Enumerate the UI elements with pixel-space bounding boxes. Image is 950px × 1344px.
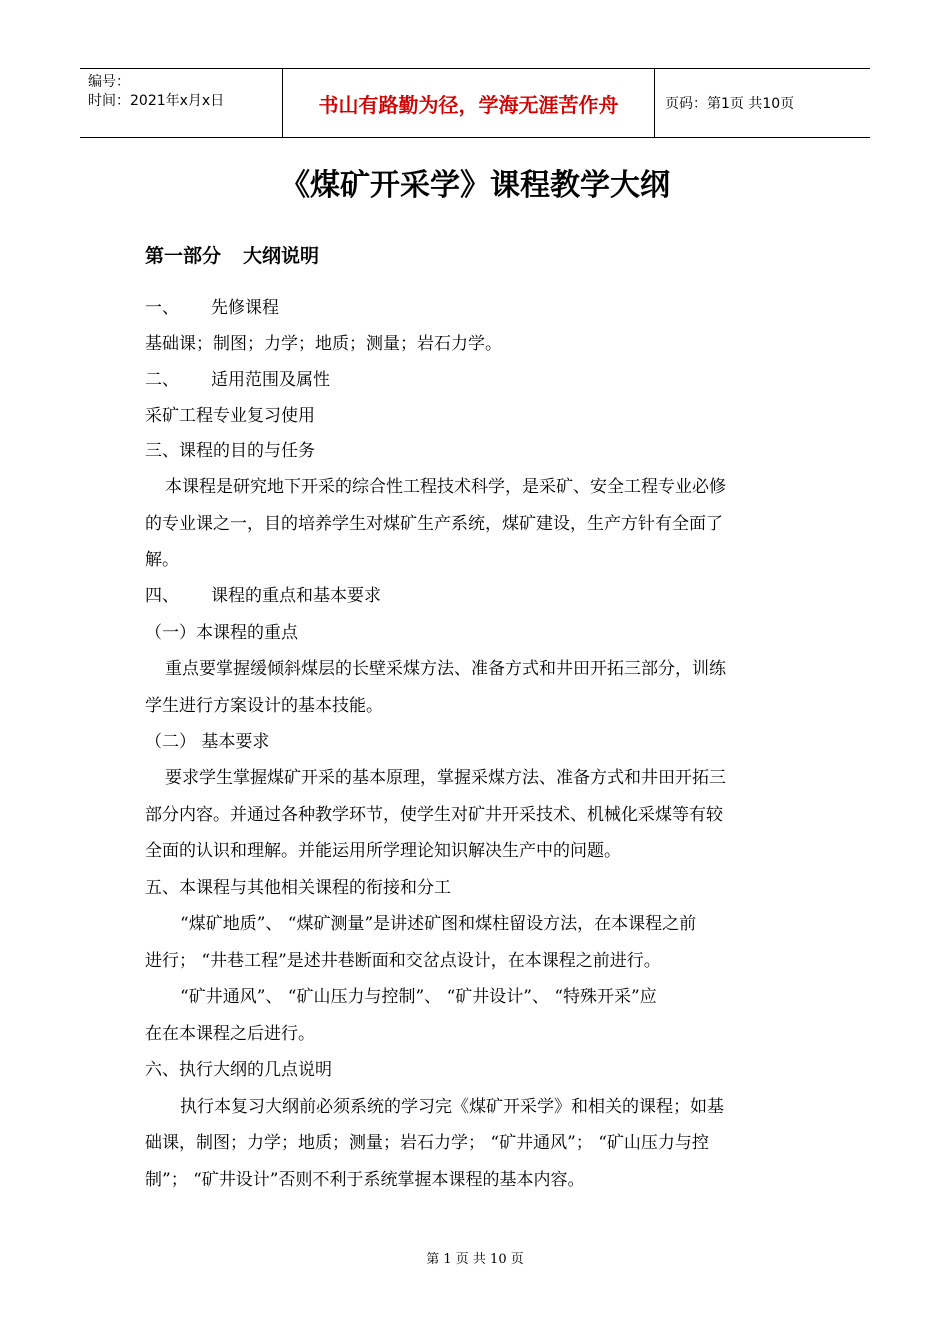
part-heading xyxy=(145,241,319,268)
section-heading: 三、课程的目的与任务 xyxy=(145,441,315,461)
paragraph-line: 础课，制图；力学；地质；测量；岩石力学； “矿井通风”； “矿山压力与控 xyxy=(145,1133,709,1153)
section-number: 一、 xyxy=(145,298,179,318)
section-title: 先修课程 xyxy=(211,298,279,318)
paragraph-line: 在在本课程之后进行。 xyxy=(145,1024,315,1044)
paragraph-line: 重点要掌握缓倾斜煤层的长壁采煤方法、准备方式和井田开拓三部分，训练 xyxy=(165,659,726,679)
section-heading xyxy=(145,293,279,318)
paragraph-line: “矿井通风”、 “矿山压力与控制”、 “矿井设计”、 “特殊开采”应 xyxy=(180,987,657,1007)
paragraph-line: 解。 xyxy=(145,550,179,570)
subsection-heading: （二） 基本要求 xyxy=(145,732,270,752)
date-label: 时间：2021年x月x日 xyxy=(88,93,225,109)
section-heading: 五、本课程与其他相关课程的衔接和分工 xyxy=(145,878,451,898)
section-title: 课程的重点和基本要求 xyxy=(211,586,381,606)
number-label: 编号： xyxy=(88,74,130,90)
paragraph-line: 进行； “井巷工程”是述井巷断面和交岔点设计，在本课程之前进行。 xyxy=(145,951,661,971)
paragraph-line: 全面的认识和理解。并能运用所学理论知识解决生产中的问题。 xyxy=(145,841,621,861)
section-heading xyxy=(145,581,381,606)
paragraph-line: 本课程是研究地下开采的综合性工程技术科学，是采矿、安全工程专业必修 xyxy=(165,477,726,497)
paragraph-line: 执行本复习大纲前必须系统的学习完《煤矿开采学》和相关的课程；如基 xyxy=(180,1097,724,1117)
page-info: 页码：第1页 共10页 xyxy=(665,96,795,112)
paragraph-line: 部分内容。并通过各种教学环节，使学生对矿井开采技术、机械化采煤等有较 xyxy=(145,805,723,825)
paragraph-line: 制”； “矿井设计”否则不利于系统掌握本课程的基本内容。 xyxy=(145,1170,585,1190)
paragraph-line: 基础课；制图；力学；地质；测量；岩石力学。 xyxy=(145,334,502,354)
section-number: 四、 xyxy=(145,586,179,606)
paragraph-line: 要求学生掌握煤矿开采的基本原理，掌握采煤方法、准备方式和井田开拓三 xyxy=(165,768,726,788)
header-motto-cell xyxy=(282,69,655,137)
subsection-heading: （一）本课程的重点 xyxy=(145,623,298,643)
part-heading-right: 大纲说明 xyxy=(243,245,320,267)
section-number: 二、 xyxy=(145,370,179,390)
paragraph-line: “煤矿地质”、 “煤矿测量”是讲述矿图和煤柱留设方法，在本课程之前 xyxy=(180,914,697,934)
part-heading-left: 第一部分 xyxy=(145,245,222,267)
header-table xyxy=(80,68,870,138)
header-meta xyxy=(80,69,282,137)
document-title: 《煤矿开采学》课程教学大纲 xyxy=(280,168,670,203)
section-title: 适用范围及属性 xyxy=(211,370,330,390)
page-footer: 第 1 页 共 10 页 xyxy=(426,1252,524,1267)
paragraph-line: 学生进行方案设计的基本技能。 xyxy=(145,696,383,716)
motto-text: 书山有路勤为径，学海无涯苦作舟 xyxy=(318,92,619,117)
section-heading: 六、执行大纲的几点说明 xyxy=(145,1060,332,1080)
section-heading xyxy=(145,365,330,390)
paragraph-line: 的专业课之一，目的培养学生对煤矿生产系统，煤矿建设，生产方针有全面了 xyxy=(145,514,723,534)
paragraph-line: 采矿工程专业复习使用 xyxy=(145,406,315,426)
